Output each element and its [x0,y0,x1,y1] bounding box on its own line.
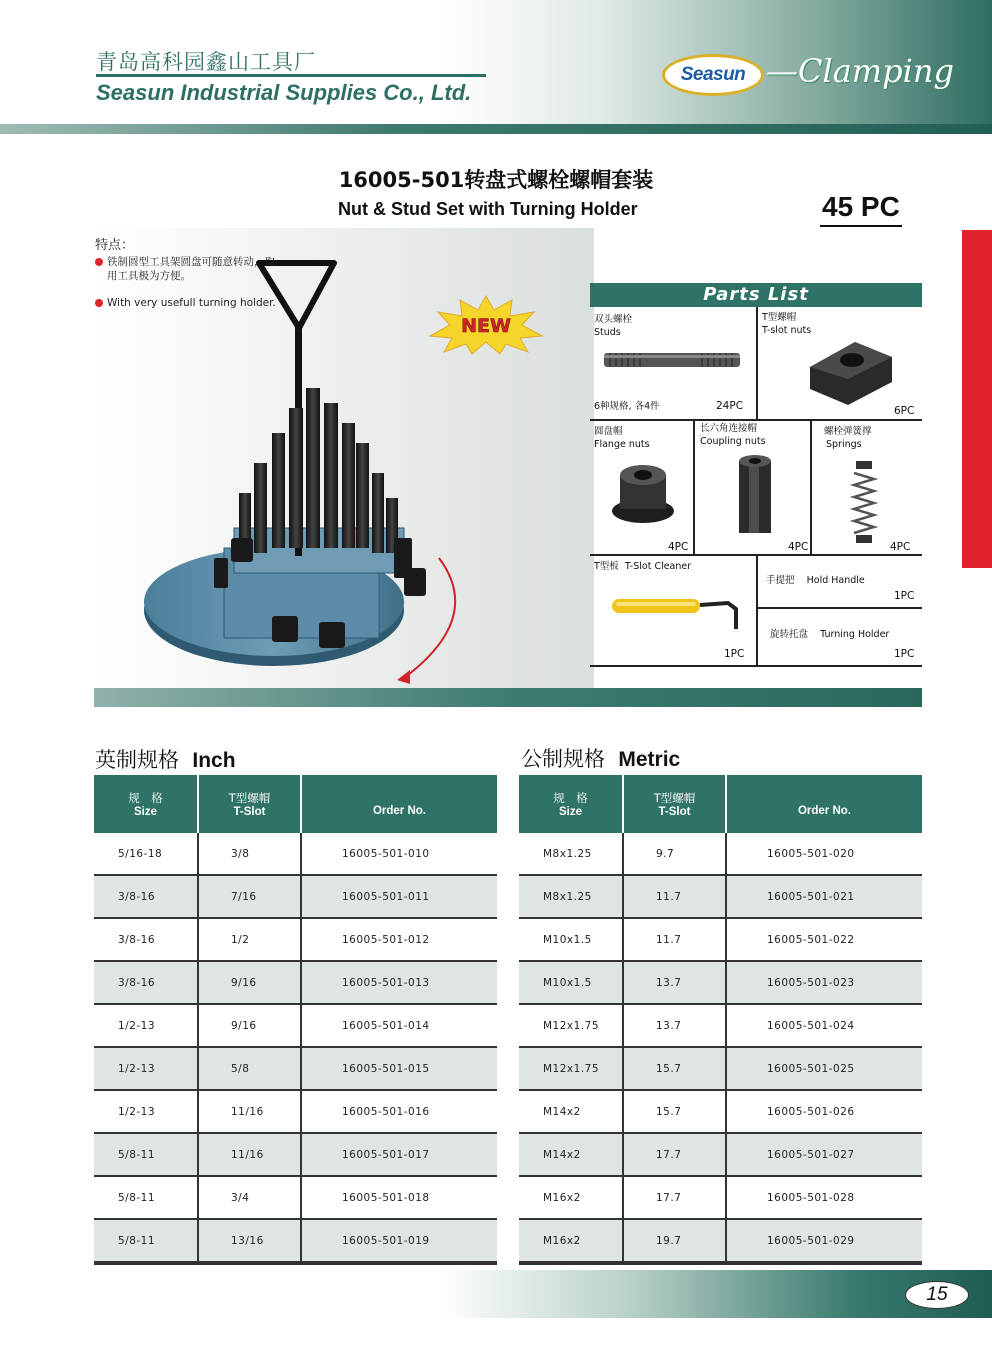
table-row [519,1047,922,1090]
tslot-cleaner-image [610,593,740,633]
col-tslot: T型螺帽 T-Slot [198,775,301,833]
cell-size: M12x1.75 [519,1004,623,1047]
cell-order-no: 16005-501-027 [726,1133,922,1176]
table-row [94,1133,497,1176]
cell-order-no: 16005-501-024 [726,1004,922,1047]
cell-size: 5/8-11 [94,1133,198,1176]
part-springs-qty: 4PC [890,541,911,553]
table-row [519,833,922,875]
features-title: 特点： [95,238,135,253]
feature-item: With very usefull turning holder. [95,296,307,310]
table-row [519,875,922,918]
cell-order-no: 16005-501-010 [301,833,497,875]
table-row [519,1090,922,1133]
part-handle-label: 手提把 Hold Handle [766,575,865,586]
cell-tslot: 9/16 [198,961,301,1004]
cell-tslot: 3/4 [198,1176,301,1219]
cell-size: 5/16-18 [94,833,198,875]
part-coupling-cn: 长六角连接帽 [700,423,758,434]
part-studs-note: 6种规格, 各4件 [594,401,660,412]
cell-order-no: 16005-501-028 [726,1176,922,1219]
cell-size: 3/8-16 [94,918,198,961]
parts-list-title: Parts List [590,283,922,307]
new-badge-text: NEW [461,315,511,337]
product-title-en: Nut & Stud Set with Turning Holder [338,199,638,219]
cell-order-no: 16005-501-012 [301,918,497,961]
part-springs-cn: 螺栓弹簧撑 [824,426,872,437]
cell-size: M8x1.25 [519,875,623,918]
part-flange-en: Flange nuts [594,439,650,450]
cell-size: 1/2-13 [94,1004,198,1047]
table-row [519,1133,922,1176]
table-row [94,1047,497,1090]
inch-spec-table [94,775,497,1265]
cell-size: M10x1.5 [519,961,623,1004]
parts-list [590,283,922,667]
cell-tslot: 9.7 [623,833,726,875]
table-row [519,1176,922,1219]
part-flange-qty: 4PC [668,541,689,553]
col-order-no: Order No. [301,775,497,833]
cell-order-no: 16005-501-015 [301,1047,497,1090]
cell-size: M16x2 [519,1176,623,1219]
metric-section-title: 公制规格 Metric [521,747,681,771]
seasun-logo [662,54,764,96]
tslot-nut-image [800,327,900,407]
part-studs-qty: 24PC [716,400,744,412]
cell-size: M14x2 [519,1133,623,1176]
cell-order-no: 16005-501-021 [726,875,922,918]
cell-size: M8x1.25 [519,833,623,875]
cell-tslot: 17.7 [623,1176,726,1219]
company-name-cn: 青岛高科园鑫山工具厂 [96,50,316,74]
header-bar [0,124,992,134]
cell-tslot: 13/16 [198,1219,301,1263]
product-title-cn: 16005-501转盘式螺栓螺帽套装 [338,168,654,192]
cell-tslot: 13.7 [623,961,726,1004]
feature-item: 铁制圆型工具架圆盘可随意转动，取用工具极为方便。 [95,255,277,283]
cell-tslot: 9/16 [198,1004,301,1047]
cell-size: 5/8-11 [94,1219,198,1263]
cell-order-no: 16005-501-016 [301,1090,497,1133]
inch-section-title: 英制规格 Inch [95,748,236,772]
cell-order-no: 16005-501-025 [726,1047,922,1090]
cell-size: 5/8-11 [94,1176,198,1219]
table-row [519,1004,922,1047]
part-studs-cn: 双头螺栓 [594,314,633,325]
piece-count: 45 PC [820,191,902,227]
cell-tslot: 17.7 [623,1133,726,1176]
table-row [94,833,497,875]
part-springs-en: Springs [826,439,862,450]
cell-tslot: 13.7 [623,1004,726,1047]
cell-tslot: 11.7 [623,875,726,918]
flange-nut-image [610,457,676,527]
part-coupling-qty: 4PC [788,541,809,553]
part-studs-en: Studs [594,327,621,338]
part-tslot-cn: T型螺帽 [762,312,797,323]
cell-tslot: 7/16 [198,875,301,918]
table-row [94,1004,497,1047]
cell-tslot: 11/16 [198,1133,301,1176]
side-tab [962,230,992,568]
cell-size: M10x1.5 [519,918,623,961]
cell-tslot: 19.7 [623,1219,726,1263]
metric-spec-table [519,775,922,1265]
cell-order-no: 16005-501-029 [726,1219,922,1263]
table-row [94,918,497,961]
table-row [94,875,497,918]
cell-order-no: 16005-501-018 [301,1176,497,1219]
cell-size: M12x1.75 [519,1047,623,1090]
part-coupling-en: Coupling nuts [700,436,766,447]
cell-size: 3/8-16 [94,875,198,918]
cell-size: M14x2 [519,1090,623,1133]
cell-tslot: 11.7 [623,918,726,961]
col-size: 规 格 Size [94,775,198,833]
company-name-en: Seasun Industrial Supplies Co., Ltd. [96,80,472,105]
cell-tslot: 15.7 [623,1090,726,1133]
logo-text: Seasun [680,64,746,85]
cell-order-no: 16005-501-014 [301,1004,497,1047]
coupling-nut-image [735,453,775,539]
cell-size: 1/2-13 [94,1090,198,1133]
cell-tslot: 1/2 [198,918,301,961]
col-size: 规 格 Size [519,775,623,833]
cell-size: 1/2-13 [94,1047,198,1090]
spring-image [846,459,882,547]
part-holder-qty: 1PC [894,648,915,660]
cell-tslot: 3/8 [198,833,301,875]
photo-band [94,688,922,707]
cell-order-no: 16005-501-011 [301,875,497,918]
col-order-no: Order No. [726,775,922,833]
part-holder-label: 旋转托盘 Turning Holder [770,629,890,640]
cell-order-no: 16005-501-019 [301,1219,497,1263]
part-tslot-qty: 6PC [894,405,915,417]
part-cleaner-cn: T型板 T-Slot Cleaner [594,561,692,572]
new-badge [428,294,544,356]
table-row [519,961,922,1004]
table-row [94,1176,497,1219]
cell-order-no: 16005-501-017 [301,1133,497,1176]
page-number: 15 [905,1281,969,1309]
cell-order-no: 16005-501-023 [726,961,922,1004]
cell-order-no: 16005-501-022 [726,918,922,961]
cell-order-no: 16005-501-020 [726,833,922,875]
table-row [519,1219,922,1263]
table-row [94,1219,497,1263]
table-row [94,961,497,1004]
part-tslot-en: T-slot nuts [762,325,812,336]
part-handle-qty: 1PC [894,590,915,602]
part-flange-cn: 圆盘帽 [594,426,623,437]
cell-order-no: 16005-501-013 [301,961,497,1004]
cell-tslot: 11/16 [198,1090,301,1133]
cell-order-no: 16005-501-026 [726,1090,922,1133]
table-row [94,1090,497,1133]
cell-size: 3/8-16 [94,961,198,1004]
company-underline [96,74,486,77]
cell-size: M16x2 [519,1219,623,1263]
part-cleaner-qty: 1PC [724,648,745,660]
category-title: —Clamping [766,52,954,90]
cell-tslot: 15.7 [623,1047,726,1090]
col-tslot: T型螺帽 T-Slot [623,775,726,833]
stud-image [602,345,742,373]
table-row [519,918,922,961]
cell-tslot: 5/8 [198,1047,301,1090]
